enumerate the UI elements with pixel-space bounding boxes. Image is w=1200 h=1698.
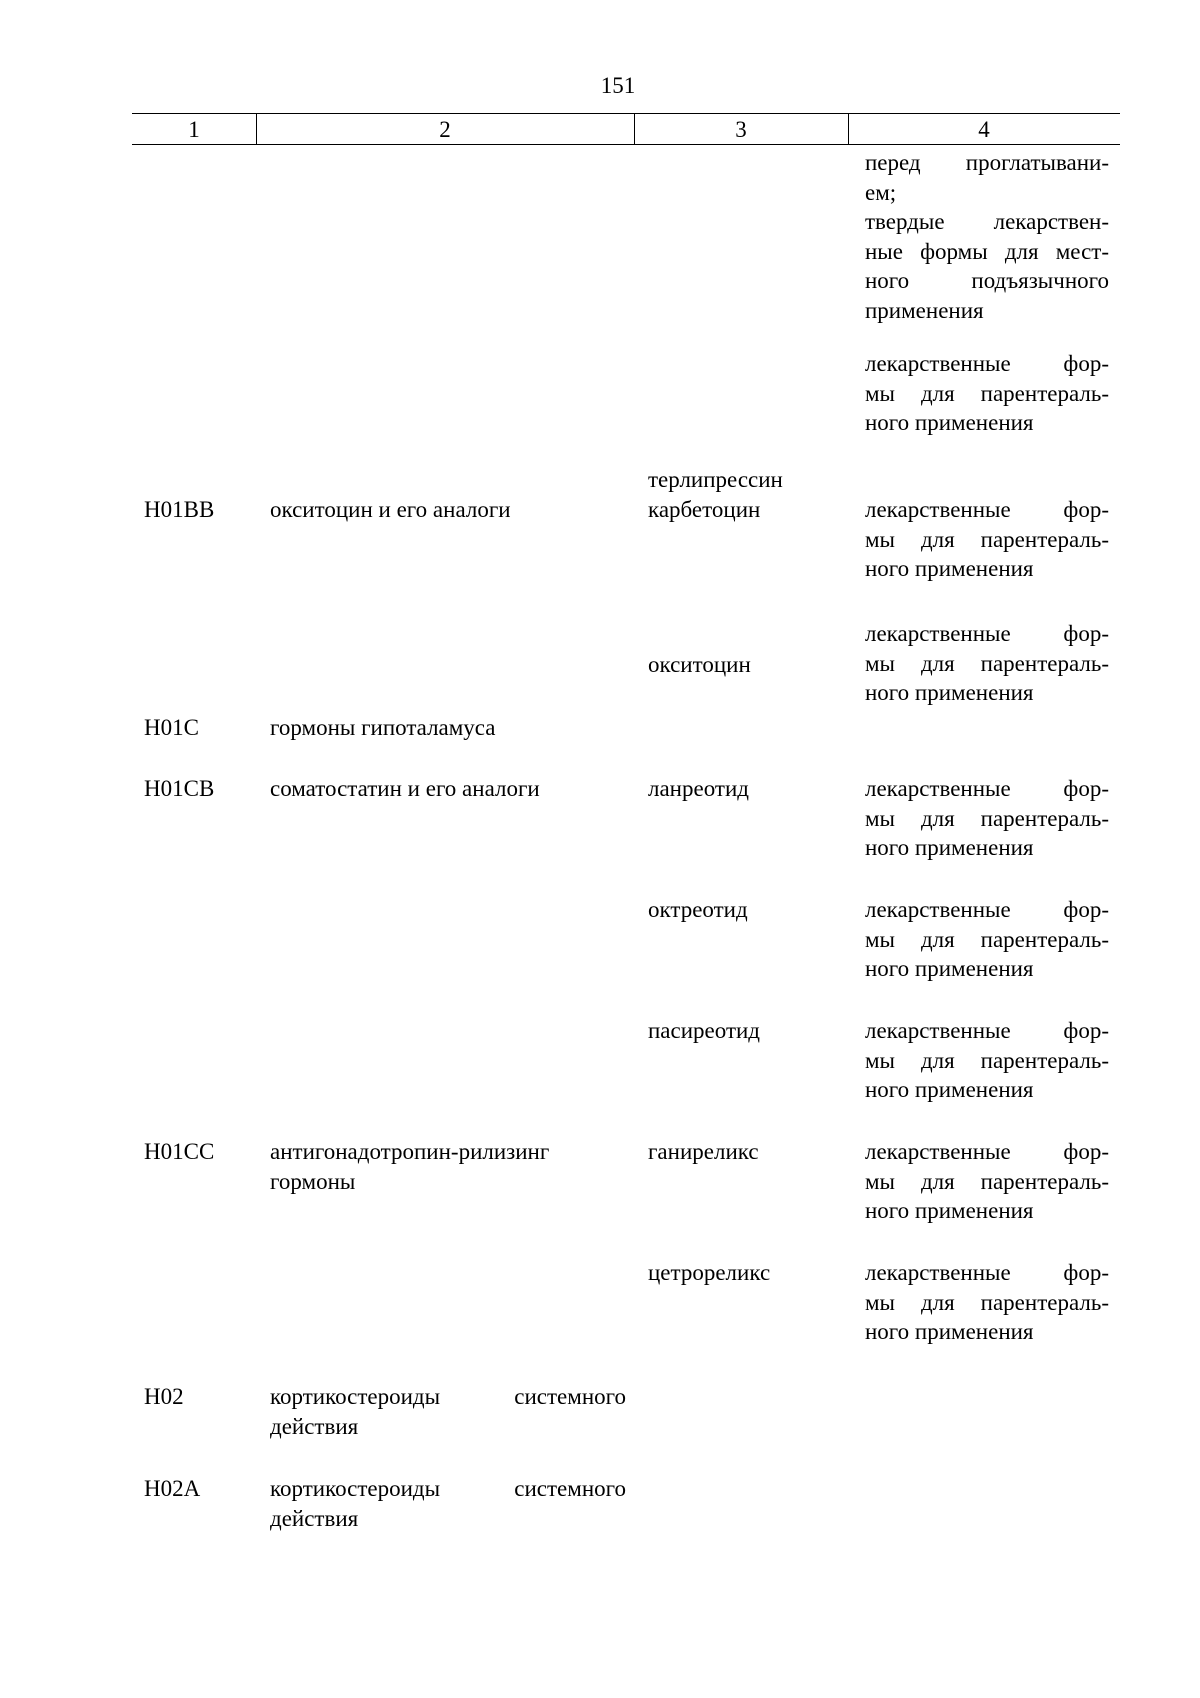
atc-code-cell: H02A bbox=[144, 1476, 201, 1501]
dosage-form-line: мы для парентераль- bbox=[865, 380, 1109, 406]
dosage-form-cell bbox=[865, 1137, 1109, 1226]
group-name-line: кортикостероиды системного bbox=[270, 1476, 626, 1501]
dosage-form-line: лекарственные фор- bbox=[865, 1018, 1109, 1043]
dosage-form-line: ного применения bbox=[865, 680, 1034, 705]
drug-name-cell: терлипрессин bbox=[648, 467, 783, 492]
group-name-line: действия bbox=[270, 1413, 359, 1439]
group-name-cell: окситоцин и его аналоги bbox=[270, 497, 511, 522]
dosage-form-line: лекарственные фор- bbox=[865, 497, 1109, 522]
dosage-form-line: лекарственные фор- bbox=[865, 776, 1109, 801]
group-name-cell: соматостатин и его аналоги bbox=[270, 776, 540, 801]
dosage-form-cell bbox=[865, 619, 1109, 708]
group-name-cell bbox=[270, 1137, 626, 1196]
column-header-3: 3 bbox=[735, 117, 747, 142]
dosage-form-cell bbox=[865, 148, 1109, 325]
dosage-form-line: ем; bbox=[865, 179, 897, 205]
dosage-form-line: ные формы для мест- bbox=[865, 238, 1109, 264]
dosage-form-cell bbox=[865, 1258, 1109, 1347]
dosage-form-line: лекарственные фор- bbox=[865, 897, 1109, 922]
atc-code-cell: H01CB bbox=[144, 776, 215, 801]
dosage-form-line: мы для парентераль- bbox=[865, 1047, 1109, 1073]
group-name-cell bbox=[270, 1474, 626, 1533]
dosage-form-cell bbox=[865, 1016, 1109, 1105]
dosage-form-line: лекарственные фор- bbox=[865, 1260, 1109, 1285]
dosage-form-line: мы для парентераль- bbox=[865, 1168, 1109, 1194]
drug-name-cell: окситоцин bbox=[648, 652, 751, 677]
page-number: 151 bbox=[600, 73, 636, 98]
table-top-rule bbox=[132, 113, 1120, 114]
group-name-line: антигонадотропин-рилизинг bbox=[270, 1139, 550, 1164]
dosage-form-line: твердые лекарствен- bbox=[865, 209, 1109, 234]
dosage-form-line: ного применения bbox=[865, 410, 1034, 435]
dosage-form-line: мы для парентераль- bbox=[865, 650, 1109, 676]
dosage-form-line: ного применения bbox=[865, 556, 1034, 581]
group-name-line: кортикостероиды системного bbox=[270, 1384, 626, 1409]
group-name-cell bbox=[270, 1382, 626, 1441]
column-header-1: 1 bbox=[188, 117, 200, 142]
drug-name-cell: пасиреотид bbox=[648, 1018, 761, 1043]
atc-code-cell: H02 bbox=[144, 1384, 184, 1409]
drug-name-cell: ланреотид bbox=[648, 776, 749, 801]
dosage-form-line: лекарственные фор- bbox=[865, 1139, 1109, 1164]
drug-name-cell: цетрореликс bbox=[648, 1260, 771, 1285]
atc-code-cell: H01C bbox=[144, 715, 199, 740]
dosage-form-cell bbox=[865, 895, 1109, 984]
column-header-2: 2 bbox=[439, 117, 451, 142]
dosage-form-line: лекарственные фор- bbox=[865, 351, 1109, 376]
dosage-form-line: ного применения bbox=[865, 1077, 1034, 1102]
atc-code-cell: H01CC bbox=[144, 1139, 215, 1164]
dosage-form-line: ного применения bbox=[865, 1319, 1034, 1344]
dosage-form-cell bbox=[865, 774, 1109, 863]
dosage-form-line: лекарственные фор- bbox=[865, 621, 1109, 646]
drug-name-cell: ганиреликс bbox=[648, 1139, 759, 1164]
dosage-form-line: применения bbox=[865, 297, 984, 323]
dosage-form-line: ного применения bbox=[865, 956, 1034, 981]
drug-name-cell: карбетоцин bbox=[648, 497, 761, 522]
dosage-form-line: мы для парентераль- bbox=[865, 805, 1109, 831]
atc-code-cell: H01BB bbox=[144, 497, 215, 522]
dosage-form-line: перед проглатывани- bbox=[865, 150, 1109, 175]
dosage-form-line: ного применения bbox=[865, 1198, 1034, 1223]
dosage-form-cell bbox=[865, 349, 1109, 438]
dosage-form-line: ного применения bbox=[865, 835, 1034, 860]
dosage-form-line: мы для парентераль- bbox=[865, 926, 1109, 952]
drug-name-cell: октреотид bbox=[648, 897, 748, 922]
dosage-form-cell bbox=[865, 495, 1109, 584]
dosage-form-line: ного подъязычного bbox=[865, 268, 1109, 293]
dosage-form-line: мы для парентераль- bbox=[865, 526, 1109, 552]
column-header-4: 4 bbox=[978, 117, 990, 142]
group-name-cell: гормоны гипоталамуса bbox=[270, 715, 496, 740]
group-name-line: гормоны bbox=[270, 1168, 356, 1194]
group-name-line: действия bbox=[270, 1505, 359, 1531]
dosage-form-line: мы для парентераль- bbox=[865, 1289, 1109, 1315]
